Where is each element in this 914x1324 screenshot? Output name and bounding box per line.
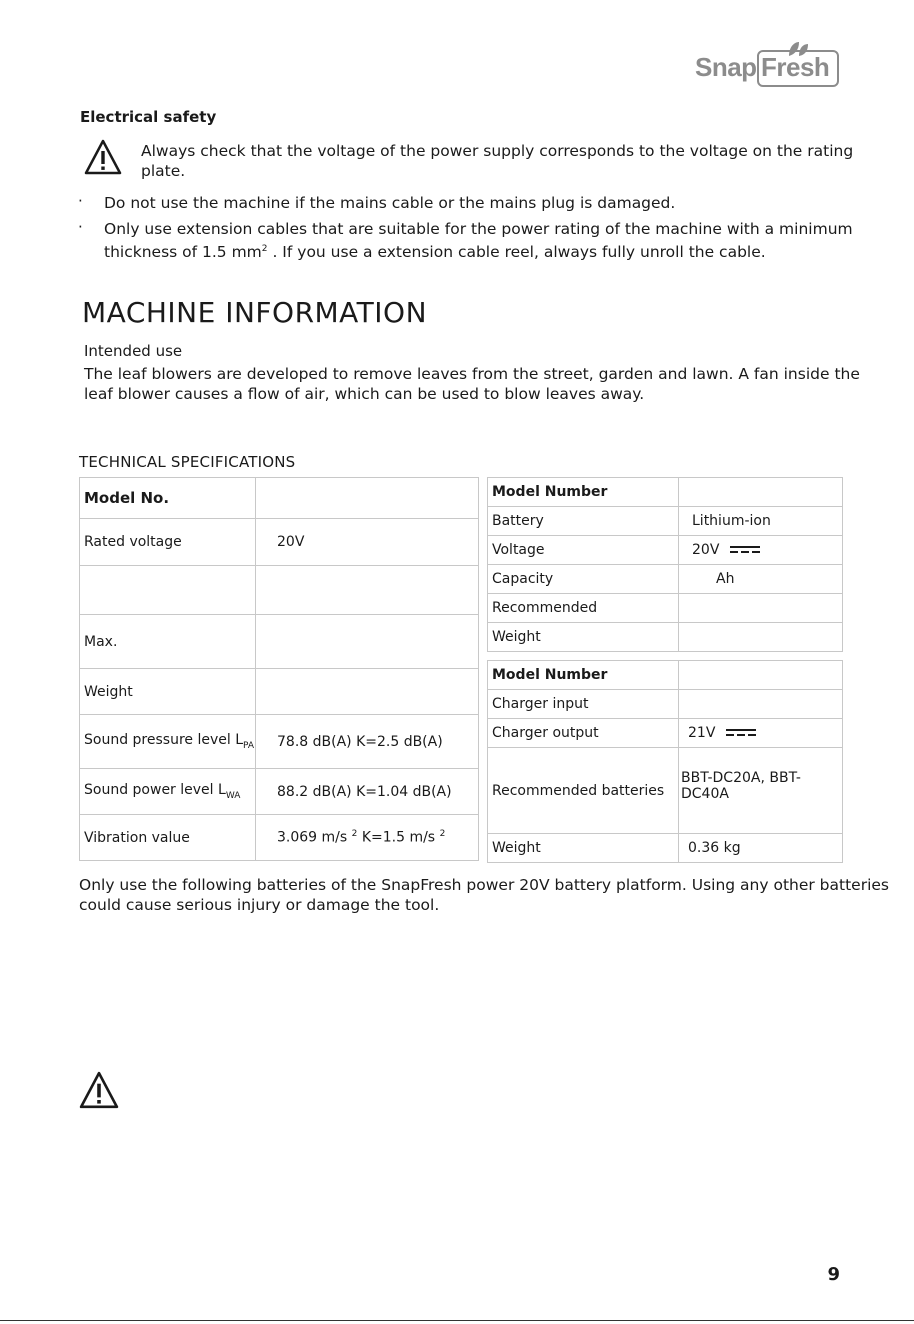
table-cell-label: Max. (80, 615, 256, 669)
table-cell-label: Weight (488, 834, 679, 863)
table-cell-label: Weight (80, 669, 256, 715)
specs-table (79, 477, 479, 861)
table-row (80, 769, 479, 815)
table-cell-value: Lithium-ion (679, 507, 843, 536)
table-row (80, 615, 479, 669)
table-cell-value: Ah (679, 565, 843, 594)
dc-symbol-icon (726, 728, 756, 738)
table-cell-value (256, 669, 479, 715)
table-cell-label: Capacity (488, 565, 679, 594)
table-cell-label: Sound power level $L_{WA}$ (80, 769, 256, 815)
logo-fresh-text: Fresh (761, 52, 830, 82)
warning-text-line1: Always check that the voltage of the power supply corresponds to the voltage on the rating (141, 142, 854, 160)
table-row (488, 661, 843, 690)
table-cell-label: Recommended batteries (488, 748, 679, 834)
charger-table (487, 660, 843, 863)
warning-icon (84, 139, 122, 175)
table-row (80, 478, 479, 519)
table-row (80, 815, 479, 861)
table-cell-label: Model Number (488, 478, 679, 507)
table-cell-value: 78.8 dB(A) K=2.5 dB(A) (256, 715, 479, 769)
table-cell-label: Recommended (488, 594, 679, 623)
table-cell-label (80, 566, 256, 615)
table-cell-value: BBT-DC20A, BBT-DC40A (679, 748, 843, 834)
brand-logo (695, 40, 845, 88)
table-cell-label: Battery (488, 507, 679, 536)
tech-specs-heading: TECHNICAL SPECIFICATIONS (79, 453, 296, 471)
table-row (488, 748, 843, 834)
table-cell-label: Weight (488, 623, 679, 652)
table-row (80, 566, 479, 615)
table-cell-value (256, 478, 479, 519)
table-row (80, 669, 479, 715)
table-cell-label: Voltage (488, 536, 679, 565)
table-cell-value (679, 478, 843, 507)
table-cell-label: Vibration value (80, 815, 256, 861)
intended-use-heading: Intended use (84, 342, 183, 360)
bullet-dot: · (78, 192, 83, 210)
table-row (488, 536, 843, 565)
table-row (488, 507, 843, 536)
battery-note-line2: could cause serious injury or damage the tool. (79, 896, 440, 914)
intended-use-text-line1: The leaf blowers are developed to remove leaves from the street, garden and lawn. A fan inside the (84, 365, 860, 383)
table-cell-value (679, 594, 843, 623)
bullet-text-continued: thickness of 1.5 $mm^2$ . If you use a extension cable reel, always fully unroll the cable. (104, 243, 766, 262)
table-cell-value: 0.36 kg (679, 834, 843, 863)
table-cell-value (679, 661, 843, 690)
table-cell-value (679, 690, 843, 719)
bullet-dot: · (78, 218, 83, 236)
table-row (80, 715, 479, 769)
table-cell-value: 88.2 dB(A) K=1.04 dB(A) (256, 769, 479, 815)
table-cell-label: Model No. (80, 478, 256, 519)
battery-note-line1: Only use the following batteries of the SnapFresh power 20V battery platform. Using any other batteries (79, 876, 890, 894)
table-cell-value: 3.069 m/s $^2$ K=1.5 m/s $^2$ (256, 815, 479, 861)
table-cell-label: Rated voltage (80, 519, 256, 566)
table-cell-value: 20V (679, 536, 843, 565)
page-bottom-rule (0, 1320, 914, 1321)
table-cell-label: Sound pressure level $L_{PA}$ (80, 715, 256, 769)
table-row (488, 719, 843, 748)
page-number: 9 (827, 1264, 840, 1285)
table-cell-value (679, 623, 843, 652)
battery-table (487, 477, 843, 652)
table-row (488, 565, 843, 594)
table-cell-value: 20V (256, 519, 479, 566)
table-row (488, 623, 843, 652)
electrical-safety-heading: Electrical safety (80, 108, 217, 126)
table-cell-label: Charger output (488, 719, 679, 748)
table-cell-label: Model Number (488, 661, 679, 690)
table-row (488, 594, 843, 623)
bullet-text: Do not use the machine if the mains cable or the mains plug is damaged. (104, 194, 676, 212)
table-cell-label: Charger input (488, 690, 679, 719)
warning-text-line2: plate. (141, 162, 186, 180)
section-title: MACHINE INFORMATION (82, 296, 428, 329)
table-row (488, 690, 843, 719)
warning-icon (79, 1070, 119, 1110)
bullet-text: Only use extension cables that are suitable for the power rating of the machine with a minimum (104, 220, 853, 238)
table-row (488, 478, 843, 507)
table-row (488, 834, 843, 863)
logo-snap-text: Snap (695, 52, 757, 82)
table-cell-value (256, 615, 479, 669)
table-row (80, 519, 479, 566)
intended-use-text-line2: leaf blower causes a flow of air, which can be used to blow leaves away. (84, 385, 645, 403)
dc-symbol-icon (730, 545, 760, 555)
table-cell-value (256, 566, 479, 615)
table-cell-value: 21V (679, 719, 843, 748)
